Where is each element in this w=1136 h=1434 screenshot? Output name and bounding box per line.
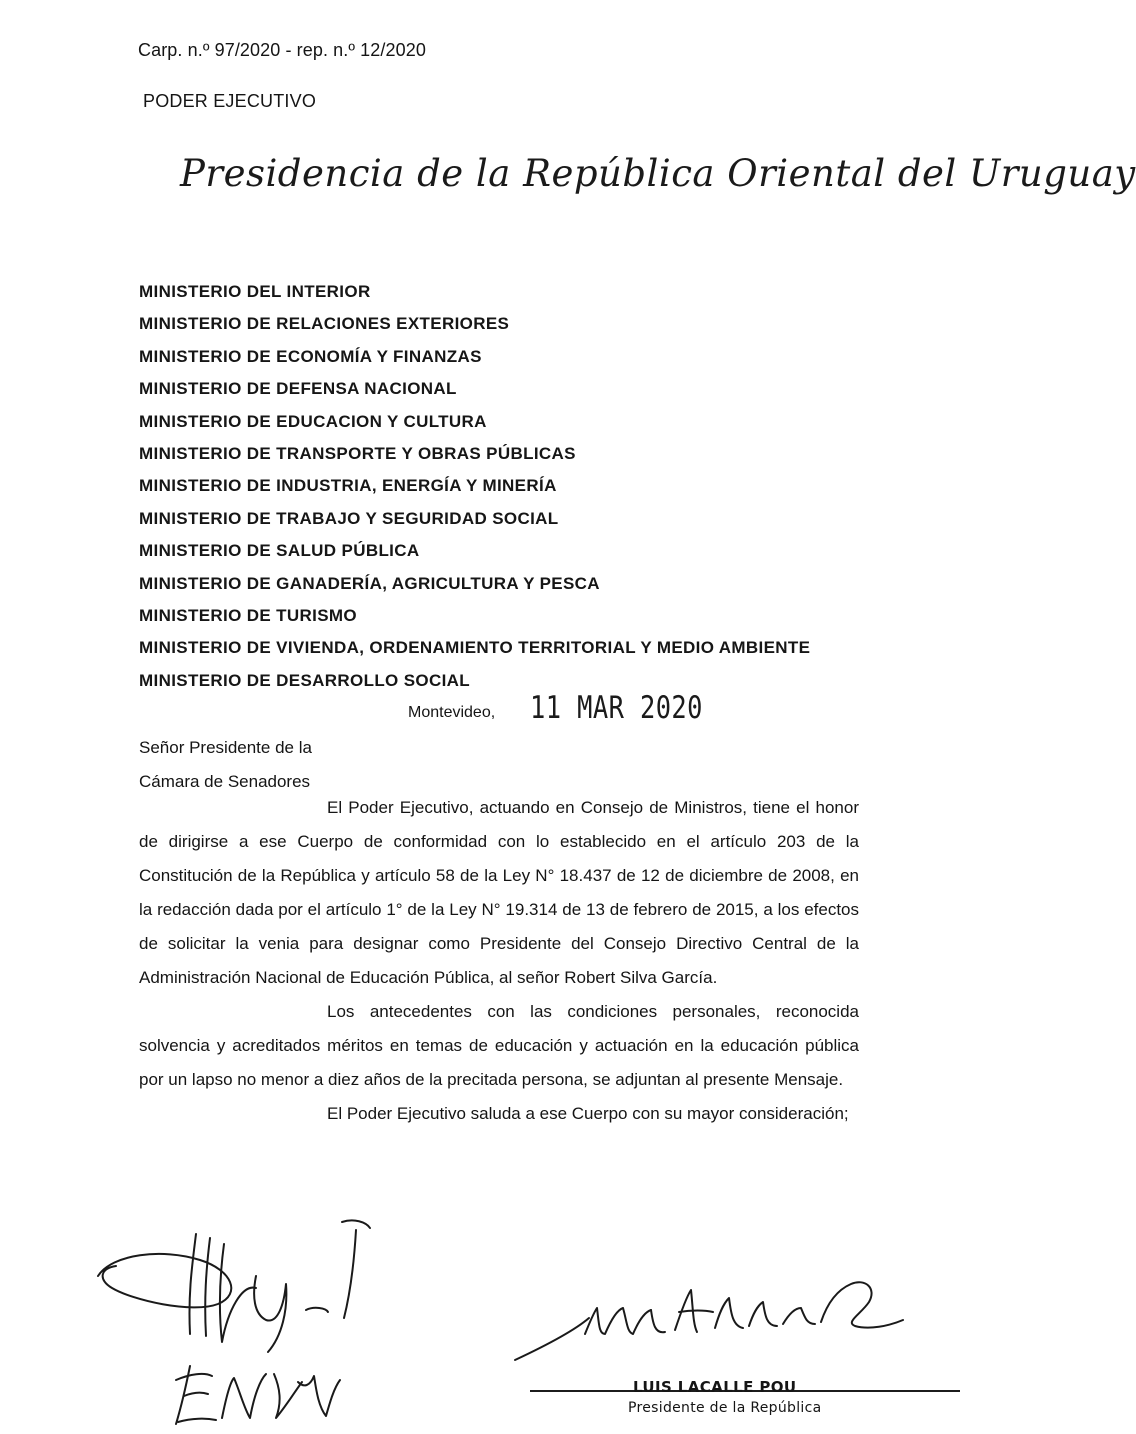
file-reference: Carp. n.º 97/2020 - rep. n.º 12/2020 xyxy=(138,40,426,60)
minister-initials-signature xyxy=(170,1352,350,1432)
ministry-item: MINISTERIO DE DESARROLLO SOCIAL xyxy=(139,670,471,690)
ministries-list xyxy=(139,278,810,699)
signatory-name: LUIS LACALLE POU xyxy=(633,1378,797,1396)
ministry-item: MINISTERIO DE DEFENSA NACIONAL xyxy=(139,379,457,399)
ministry-item: MINISTERIO DE SALUD PÚBLICA xyxy=(139,541,420,561)
letterhead-title: Presidencia de la República Oriental del Uruguay xyxy=(180,152,1136,195)
ministry-item: MINISTERIO DE TURISMO xyxy=(139,605,357,625)
ministry-item: MINISTERIO DE RELACIONES EXTERIORES xyxy=(139,314,510,334)
addressee-line: Señor Presidente de la xyxy=(139,738,312,757)
president-signature xyxy=(505,1268,925,1378)
ministry-item: MINISTERIO DEL INTERIOR xyxy=(139,282,371,301)
dateline-place: Montevideo, xyxy=(408,704,496,721)
ministry-item: MINISTERIO DE TRANSPORTE Y OBRAS PÚBLICAS xyxy=(139,443,576,463)
signatory-title: Presidente de la República xyxy=(628,1400,822,1416)
body-paragraph: El Poder Ejecutivo saluda a ese Cuerpo con su mayor consideración; xyxy=(327,1104,849,1123)
addressee-line: Cámara de Senadores xyxy=(139,772,311,791)
letter-body xyxy=(139,791,859,1131)
ministry-item: MINISTERIO DE TRABAJO Y SEGURIDAD SOCIAL xyxy=(139,508,559,528)
minister-signature xyxy=(92,1214,382,1354)
ministry-item: MINISTERIO DE EDUCACION Y CULTURA xyxy=(139,411,487,431)
branch-heading: PODER EJECUTIVO xyxy=(143,91,317,111)
ministry-item: MINISTERIO DE INDUSTRIA, ENERGÍA Y MINERÍA xyxy=(139,476,557,496)
body-paragraph: El Poder Ejecutivo, actuando en Consejo de Ministros, tiene el honor de dirigirse a ese Cuerpo de conformidad con lo establecido en el artículo 203 de la Constitución de la República y artículo 58 de la Ley N° 18.437 de 12 de diciembre de 2008, en la redacción dada por el artículo 1° de la Ley N° 19.314 de 13 de febrero de 2015, a los efectos de solicitar la venia para designar como Presidente del Consejo Directivo Central de la Administración Nacional de Educación Pública, al señor Robert Silva García. xyxy=(139,798,859,987)
ministry-item: MINISTERIO DE ECONOMÍA Y FINANZAS xyxy=(139,346,482,366)
ministry-item: MINISTERIO DE GANADERÍA, AGRICULTURA Y PESCA xyxy=(139,573,600,593)
addressee xyxy=(139,731,312,799)
body-paragraph: Los antecedentes con las condiciones personales, reconocida solvencia y acreditados méritos en temas de educación y actuación en la educación pública por un lapso no menor a diez años de la precitada persona, se adjuntan al presente Mensaje. xyxy=(139,1002,859,1089)
ministry-item: MINISTERIO DE VIVIENDA, ORDENAMIENTO TERRITORIAL Y MEDIO AMBIENTE xyxy=(139,638,811,658)
date-stamp: 11 MAR 2020 xyxy=(530,690,703,726)
